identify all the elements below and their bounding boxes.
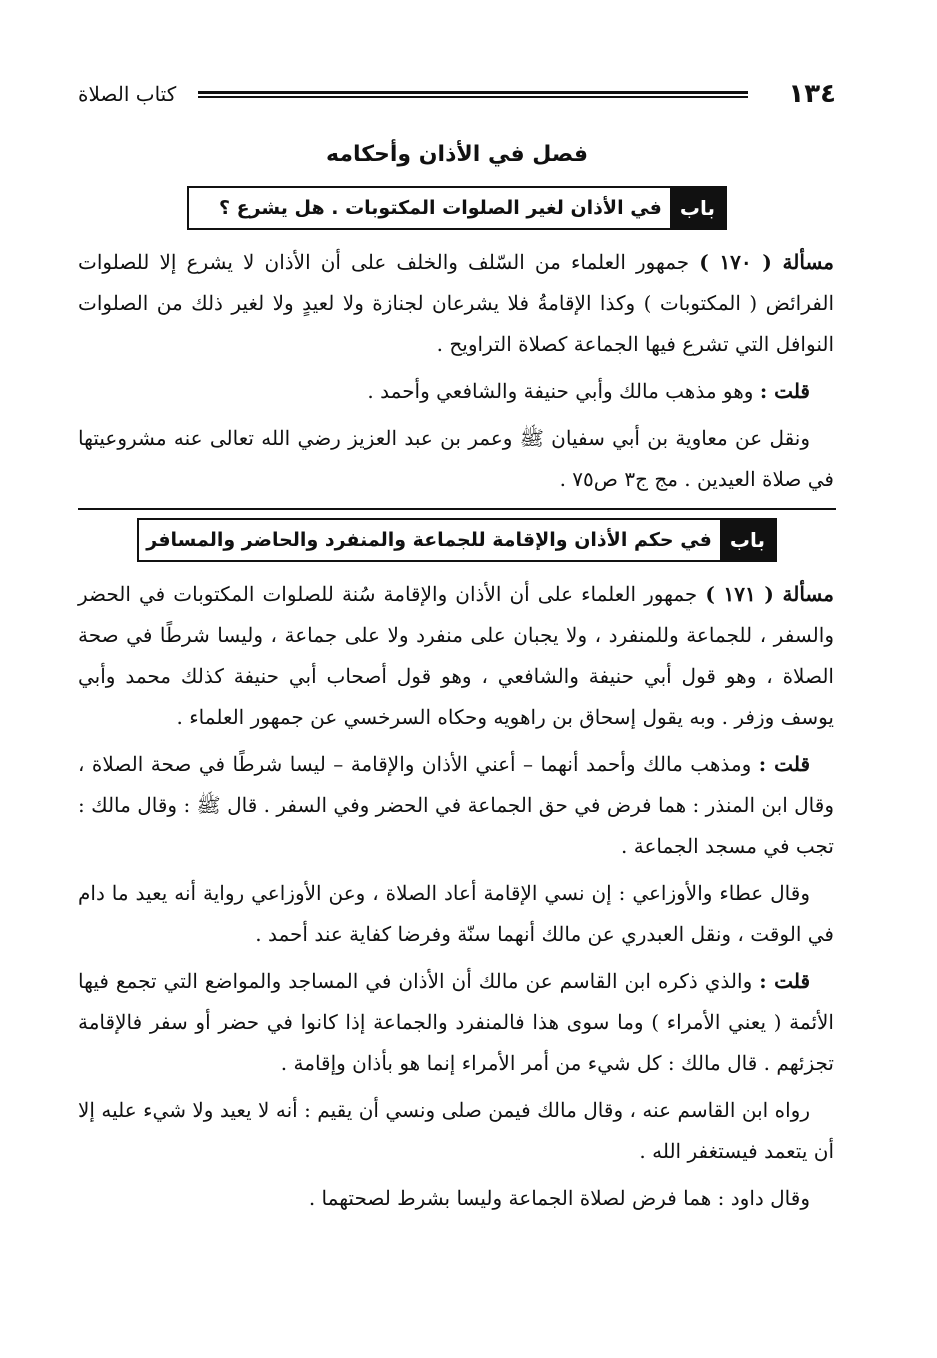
chapter-title: فصل في الأذان وأحكامه [326,142,588,167]
paragraph-text: جمهور العلماء على أن الأذان والإقامة سُنة للصلوات المكتوبات في الحضر والسفر ، للجماعة وللمنفرد ، ولا يجبان على منفرد ولا على جماعة ، وليسا شرطًا في صحة الصلاة ، وهو قول أبي حنيفة والشافعي ، وهو قول أصحاب أبي حنيفة كذلك محمد وأبي يوسف وزفر . وبه يقول إسحاق بن راهويه وحكاه السرخسي عن جمهور العلماء . [78,582,834,730]
masala-171-paragraph [78,574,836,738]
section-1 [78,186,836,230]
masala-label: مسألة ( ١٧٠ ) [699,250,834,275]
bab-label: باب [720,520,775,560]
section-title: في حكم الأذان والإقامة للجماعة والمنفرد والحاضر والمسافر [146,529,712,552]
paragraph-text: وقال عطاء والأوزاعي : إن نسي الإقامة أعاد الصلاة ، وعن الأوزاعي رواية أنه يعيد ما دام في الوقت ، ونقل العبدري عن مالك أنهما سنّة وفرضا كفاية عند أحمد . [78,881,834,947]
dawud-paragraph [78,1178,836,1219]
naql-paragraph [78,418,836,500]
qultu-paragraph [78,371,836,412]
document-page [78,70,836,1219]
paragraph-text: ونقل عن معاوية بن أبي سفيان ﷺ وعمر بن عبد العزيز رضي الله تعالى عنه مشروعيتها في صلاة العيدين . مج ج٣ ص٧٥ . [78,426,834,492]
paragraph-text: ومذهب مالك وأحمد أنهما – أعني الأذان والإقامة – ليسا شرطًا في صحة الصلاة ، وقال ابن المنذر : هما فرض في حق الجماعة في الحضر وفي السفر . قال ﷺ : وقال مالك : تجب في مسجد الجماعة . [78,752,834,859]
header-rule [198,91,748,98]
paragraph-text: وهو مذهب مالك وأبي حنيفة والشافعي وأحمد . [367,379,760,404]
section-title: في الأذان لغير الصلوات المكتوبات . هل يشرع ؟ [218,197,662,220]
masala-label: مسألة ( ١٧١ ) [705,582,834,607]
paragraph-text: رواه ابن القاسم عنه ، وقال مالك فيمن صلى ونسي أن يقيم : أنه لا يعيد ولا شيء عليه إلا أن يتعمد فيستغفر الله . [78,1098,834,1164]
qultu-paragraph [78,961,836,1084]
qultu-label: قلت : [759,379,810,404]
masala-170-paragraph [78,242,836,365]
section-heading-box [187,186,727,230]
rawahu-paragraph [78,1090,836,1172]
section-heading-box [137,518,777,562]
qultu-label: قلت : [758,752,811,777]
bab-label: باب [670,188,725,228]
qultu-label: قلت : [759,969,811,994]
section-2 [78,518,836,562]
paragraph-text: وقال داود : هما فرض لصلاة الجماعة وليسا بشرط لصحتهما . [308,1186,810,1211]
ata-paragraph [78,873,836,955]
book-title: كتاب الصلاة [78,84,184,104]
running-header [78,70,836,118]
page-number: ١٣٤ [780,81,836,107]
paragraph-text: جمهور العلماء من السّلف والخلف على أن الأذان لا يشرع إلا للصلوات الفرائض ( المكتوبات ) وكذا الإقامةُ فلا يشرعان لجنازة ولا لعيدٍ ولا لغير ذلك من الصلوات النوافل التي تشرع فيها الجماعة كصلاة التراويح . [78,250,834,357]
qultu-paragraph [78,744,836,867]
paragraph-text: والذي ذكره ابن القاسم عن مالك أن الأذان في المساجد والمواضع التي تجمع فيها الأئمة ( يعني الأمراء ) وما سوى هذا فالمنفرد والجماعة إذا كانوا في حضر أو سفر فالإقامة تجزئهم . قال مالك : كل شيء من أمر الأمراء إنما هو بأذان وإقامة . [78,969,834,1076]
